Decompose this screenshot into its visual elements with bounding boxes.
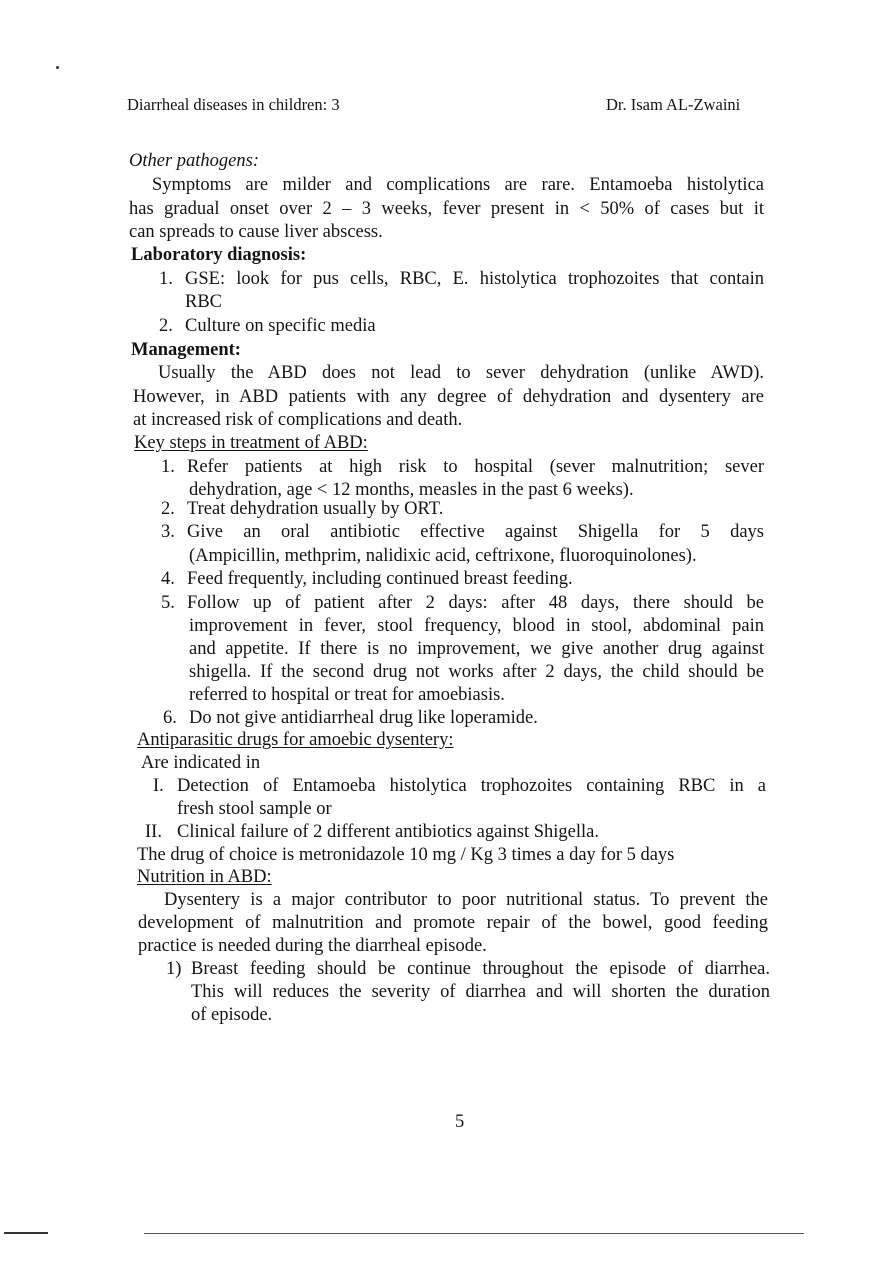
other-pathogens-line: Symptoms are milder and complications are rare. Entamoeba histolytica bbox=[152, 175, 764, 195]
page-number: 5 bbox=[455, 1112, 465, 1132]
list-number: 1. bbox=[161, 457, 175, 477]
other-pathogens-line: can spreads to cause liver abscess. bbox=[129, 222, 383, 242]
antiparasitic-intro: Are indicated in bbox=[141, 753, 261, 773]
list-item-line: fresh stool sample or bbox=[177, 799, 332, 819]
list-number: II. bbox=[145, 822, 162, 842]
section-title-key-steps: Key steps in treatment of ABD: bbox=[134, 433, 368, 453]
section-title-antiparasitic: Antiparasitic drugs for amoebic dysentery: bbox=[137, 730, 454, 750]
list-item-line: This will reduces the severity of diarrhea and will shorten the duration bbox=[191, 982, 770, 1002]
list-item-line: Feed frequently, including continued breast feeding. bbox=[187, 569, 573, 589]
list-item-line: Culture on specific media bbox=[185, 316, 376, 336]
list-item-line: GSE: look for pus cells, RBC, E. histolytica trophozoites that contain bbox=[185, 269, 764, 289]
list-number: 6. bbox=[163, 708, 177, 728]
list-item-line: improvement in fever, stool frequency, blood in stool, abdominal pain bbox=[189, 616, 764, 636]
management-line: Usually the ABD does not lead to sever dehydration (unlike AWD). bbox=[158, 363, 764, 383]
footer-rule-left bbox=[4, 1232, 48, 1234]
list-item-line: of episode. bbox=[191, 1005, 273, 1025]
list-item-line: shigella. If the second drug not works after 2 days, the child should be bbox=[189, 662, 764, 682]
list-item-line: Refer patients at high risk to hospital (sever malnutrition; sever bbox=[187, 457, 764, 477]
list-item-line: Treat dehydration usually by ORT. bbox=[187, 499, 444, 519]
list-number: 1. bbox=[159, 269, 173, 289]
list-item-line: referred to hospital or treat for amoebiasis. bbox=[189, 685, 505, 705]
management-line: at increased risk of complications and death. bbox=[133, 410, 463, 430]
footer-rule bbox=[144, 1233, 804, 1234]
section-title-management: Management: bbox=[131, 340, 241, 360]
section-title-lab-diagnosis: Laboratory diagnosis: bbox=[131, 245, 307, 265]
list-item-line: Clinical failure of 2 different antibiotics against Shigella. bbox=[177, 822, 599, 842]
list-item-line: (Ampicillin, methprim, nalidixic acid, ceftrixone, fluoroquinolones). bbox=[189, 546, 697, 566]
list-number: 5. bbox=[161, 593, 175, 613]
list-item-line: Breast feeding should be continue throughout the episode of diarrhea. bbox=[191, 959, 770, 979]
section-title-nutrition: Nutrition in ABD: bbox=[137, 867, 272, 887]
list-number: 2. bbox=[161, 499, 175, 519]
nutrition-line: practice is needed during the diarrheal episode. bbox=[138, 936, 487, 956]
list-item-line: Detection of Entamoeba histolytica trophozoites containing RBC in a bbox=[177, 776, 766, 796]
list-item-line: Give an oral antibiotic effective against Shigella for 5 days bbox=[187, 522, 764, 542]
list-number: 3. bbox=[161, 522, 175, 542]
management-line: However, in ABD patients with any degree of dehydration and dysentery are bbox=[133, 387, 764, 407]
list-item-line: RBC bbox=[185, 292, 223, 312]
header-right: Dr. Isam AL-Zwaini bbox=[606, 95, 741, 114]
header-left: Diarrheal diseases in children: 3 bbox=[127, 95, 340, 114]
list-item-line: Follow up of patient after 2 days: after 48 days, there should be bbox=[187, 593, 764, 613]
section-title-other-pathogens: Other pathogens: bbox=[129, 151, 259, 171]
drug-of-choice: The drug of choice is metronidazole 10 mg / Kg 3 times a day for 5 days bbox=[137, 845, 675, 865]
list-item-line: dehydration, age < 12 months, measles in the past 6 weeks). bbox=[189, 480, 634, 500]
list-item-line: and appetite. If there is no improvement, we give another drug against bbox=[189, 639, 764, 659]
list-item-line: Do not give antidiarrheal drug like loperamide. bbox=[189, 708, 538, 728]
nutrition-line: development of malnutrition and promote repair of the bowel, good feeding bbox=[138, 913, 768, 933]
nutrition-line: Dysentery is a major contributor to poor nutritional status. To prevent the bbox=[164, 890, 768, 910]
list-number: 1) bbox=[166, 959, 182, 979]
scan-speck bbox=[56, 66, 59, 69]
list-number: 4. bbox=[161, 569, 175, 589]
other-pathogens-line: has gradual onset over 2 – 3 weeks, fever present in < 50% of cases but it bbox=[129, 199, 764, 219]
list-number: I. bbox=[153, 776, 164, 796]
list-number: 2. bbox=[159, 316, 173, 336]
